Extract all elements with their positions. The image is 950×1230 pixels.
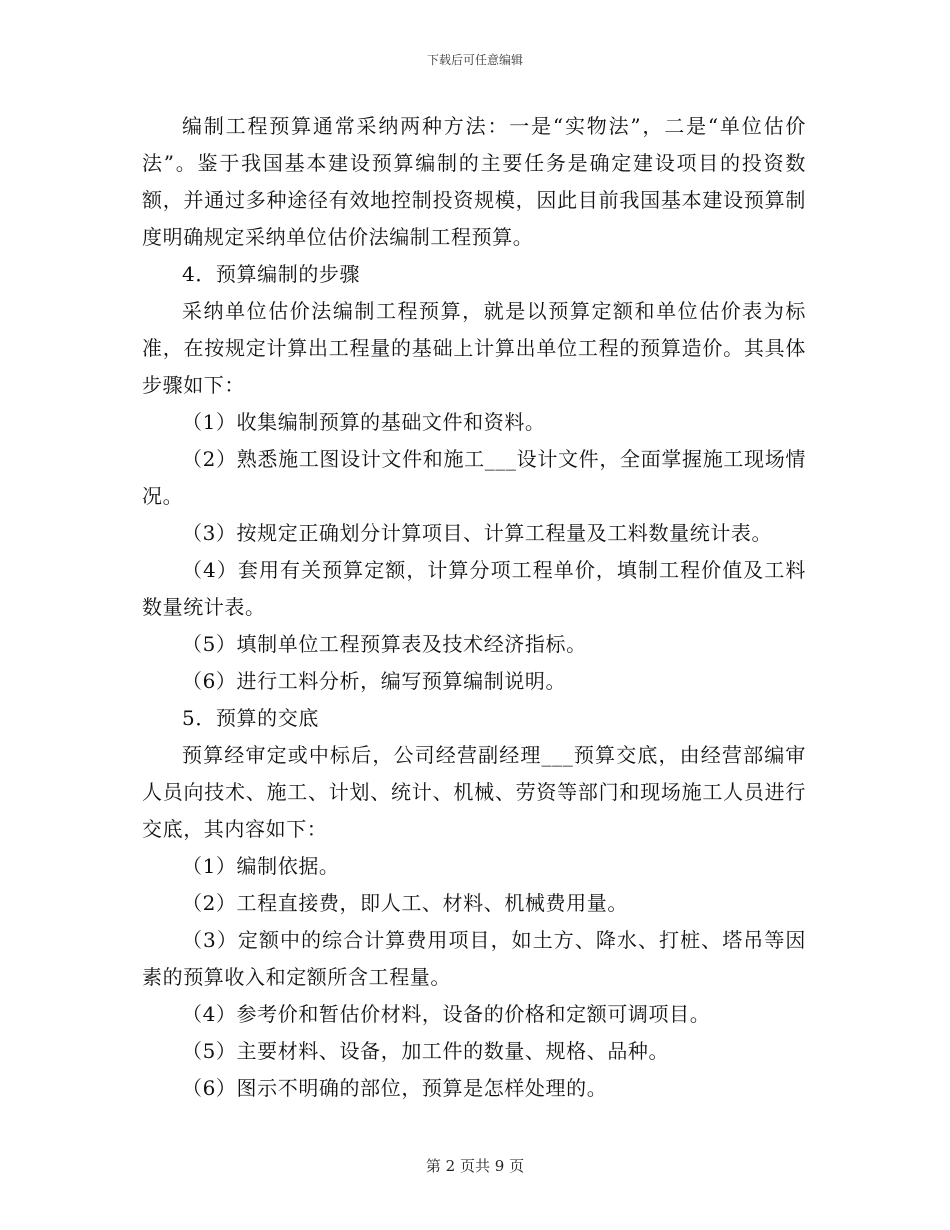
list-item-handover-1: （1）编制依据。 [182,854,340,878]
list-item-handover-2: （2）工程直接费，即人工、材料、机械费用量。 [182,891,628,915]
list-item-handover-3: （3）定额中的综合计算费用项目，如土方、降水、打桩、塔吊等因素的预算收入和定额所含工程量。 [142,928,806,989]
page-number-footer: 第 2 页共 9 页 [425,1157,525,1175]
list-item-handover-5: （5）主要材料、设备，加工件的数量、规格、品种。 [182,1039,670,1063]
section-heading-steps: 4．预算编制的步骤 [182,262,361,286]
section-heading-handover: 5．预算的交底 [182,706,319,730]
list-item-step-6: （6）进行工料分析，编写预算编制说明。 [182,669,567,693]
list-item-step-2: （2）熟悉施工图设计文件和施工___设计文件，全面掌握施工现场情况。 [142,447,806,508]
list-item-step-1: （1）收集编制预算的基础文件和资料。 [182,410,546,434]
paragraph-handover-intro: 预算经审定或中标后，公司经营副经理___预算交底，由经营部编审人员向技术、施工、计划、统计、机械、劳资等部门和现场施工人员进行交底，其内容如下： [142,743,806,841]
list-item-step-3: （3）按规定正确划分计算项目、计算工程量及工料数量统计表。 [182,521,773,545]
paragraph-steps-intro: 采纳单位估价法编制工程预算，就是以预算定额和单位估价表为标准，在按规定计算出工程量的基础上计算出单位工程的预算造价。其具体步骤如下： [142,299,806,397]
list-item-step-4: （4）套用有关预算定额，计算分项工程单价，填制工程价值及工料数量统计表。 [142,558,806,619]
page-header: 下载后可任意编辑 [426,53,523,67]
document-body [142,108,806,1107]
list-item-step-5: （5）填制单位工程预算表及技术经济指标。 [182,632,587,656]
paragraph-methods: 编制工程预算通常采纳两种方法：一是“实物法”，二是“单位估价法”。鉴于我国基本建设预算编制的主要任务是确定建设项目的投资数额，并通过多种途径有效地控制投资规模，因此目前我国基本建设预算制度明确规定采纳单位估价法编制工程预算。 [142,114,806,249]
list-item-handover-6: （6）图示不明确的部位，预算是怎样处理的。 [182,1076,608,1100]
list-item-handover-4: （4）参考价和暂估价材料，设备的价格和定额可调项目。 [182,1002,711,1026]
